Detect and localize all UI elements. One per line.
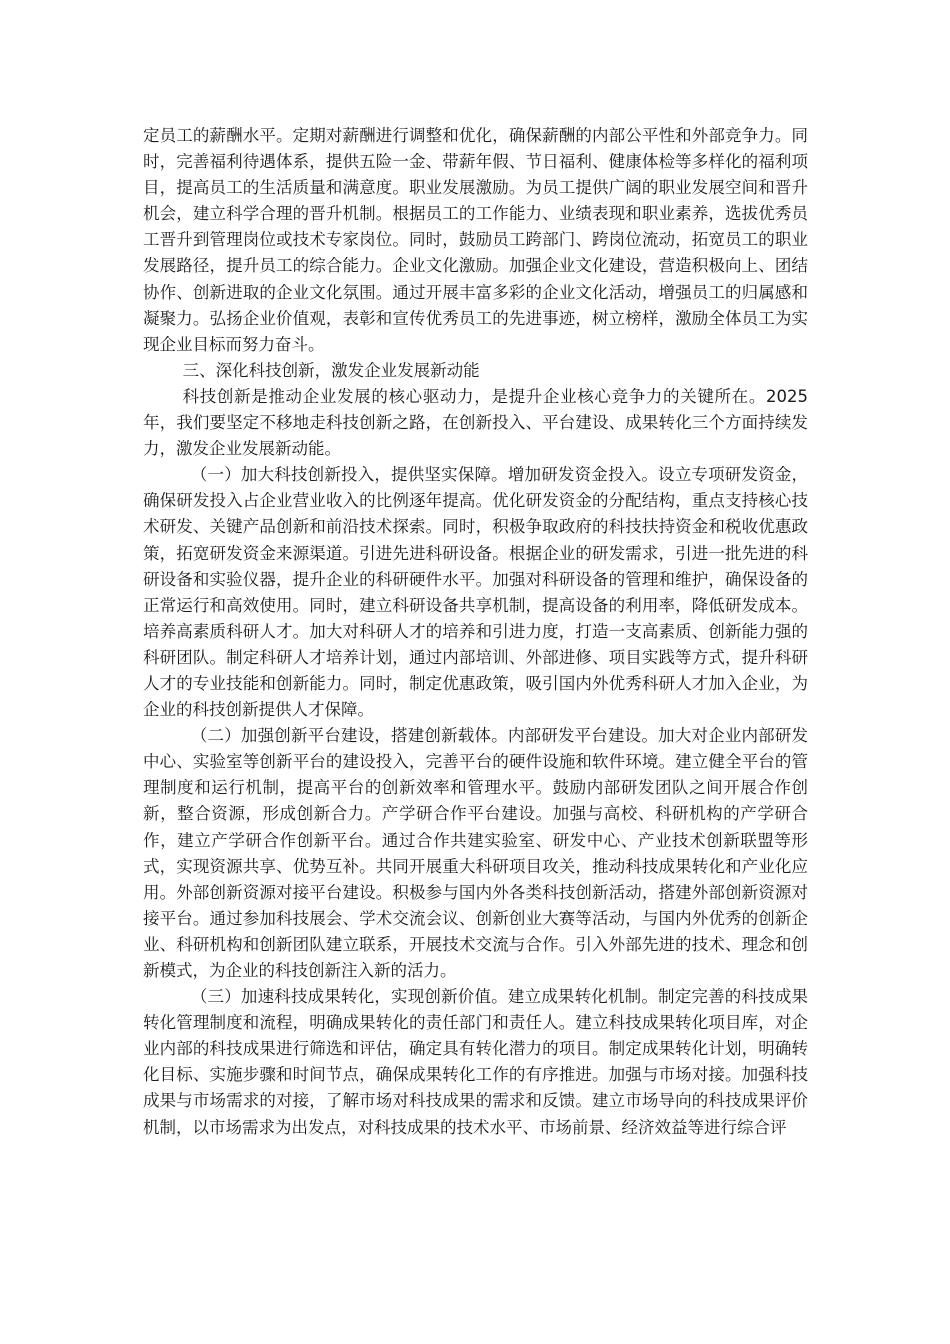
subsection-paragraph-1: （一）加大科技创新投入，提供坚实保障。增加研发资金投入。设立专项研发资金，确保研发投入占企业营业收入的比例逐年提高。优化研发资金的分配结构，重点支持核心技术研发、关键产品创新和前沿技术探索。同时，积极争取政府的科技扶持资金和税收优惠政策，拓宽研发资金来源渠道。引进先进科研设备。根据企业的研发需求，引进一批先进的科研设备和实验仪器，提升企业的科研硬件水平。加强对科研设备的管理和维护，确保设备的正常运行和高效使用。同时，建立科研设备共享机制，提高设备的利用率，降低研发成本。培养高素质科研人才。加大对科研人才的培养和引进力度，打造一支高素质、创新能力强的科研团队。制定科研人才培养计划，通过内部培训、外部进修、项目实践等方式，提升科研人才的专业技能和创新能力。同时，制定优惠政策，吸引国内外优秀科研人才加入企业，为企业的科技创新提供人才保障。 [143,465,808,720]
section-heading: 三、深化科技创新，激发企业发展新动能 [182,360,480,380]
subsection-paragraph-3: （三）加速科技成果转化，实现创新价值。建立成果转化机制。制定完善的科技成果转化管理制度和流程，明确成果转化的责任部门和责任人。建立科技成果转化项目库，对企业内部的科技成果进行筛选和评估，确定具有转化潜力的项目。制定成果转化计划，明确转化目标、实施步骤和时间节点，确保成果转化工作的有序推进。加强与市场对接。加强科技成果与市场需求的对接，了解市场对科技成果的需求和反馈。建立市场导向的科技成果评价机制，以市场需求为出发点，对科技成果的技术水平、市场前景、经济效益等进行综合评 [143,987,808,1137]
body-paragraph-salary: 定员工的薪酬水平。定期对薪酬进行调整和优化，确保薪酬的内部公平性和外部竞争力。同时，完善福利待遇体系，提供五险一金、带薪年假、节日福利、健康体检等多样化的福利项目，提高员工的生活质量和满意度。职业发展激励。为员工提供广阔的职业发展空间和晋升机会，建立科学合理的晋升机制。根据员工的工作能力、业绩表现和职业素养，选拔优秀员工晋升到管理岗位或技术专家岗位。同时，鼓励员工跨部门、跨岗位流动，拓宽员工的职业发展路径，提升员工的综合能力。企业文化激励。加强企业文化建设，营造积极向上、团结协作、创新进取的企业文化氛围。通过开展丰富多彩的企业文化活动，增强员工的归属感和凝聚力。弘扬企业价值观，表彰和宣传优秀员工的先进事迹，树立榜样，激励全体员工为实现企业目标而努力奋斗。 [143,126,808,354]
subsection-paragraph-2: （二）加强创新平台建设，搭建创新载体。内部研发平台建设。加大对企业内部研发中心、实验室等创新平台的建设投入，完善平台的硬件设施和软件环境。建立健全平台的管理制度和运行机制，提高平台的创新效率和管理水平。鼓励内部研发团队之间开展合作创新，整合资源，形成创新合力。产学研合作平台建设。加强与高校、科研机构的产学研合作，建立产学研合作创新平台。通过合作共建实验室、研发中心、产业技术创新联盟等形式，实现资源共享、优势互补。共同开展重大科研项目攻关，推动科技成果转化和产业化应用。外部创新资源对接平台建设。积极参与国内外各类科技创新活动，搭建外部创新资源对接平台。通过参加科技展会、学术交流会议、创新创业大赛等活动，与国内外优秀的创新企业、科研机构和创新团队建立联系，开展技术交流与合作。引入外部先进的技术、理念和创新模式，为企业的科技创新注入新的活力。 [143,726,808,980]
section-intro-paragraph: 科技创新是推动企业发展的核心驱动力，是提升企业核心竞争力的关键所在。2025 年，我们要坚定不移地走科技创新之路，在创新投入、平台建设、成果转化三个方面持续发力，激发企业发展新动能。 [143,386,808,459]
document-page [143,123,808,1141]
